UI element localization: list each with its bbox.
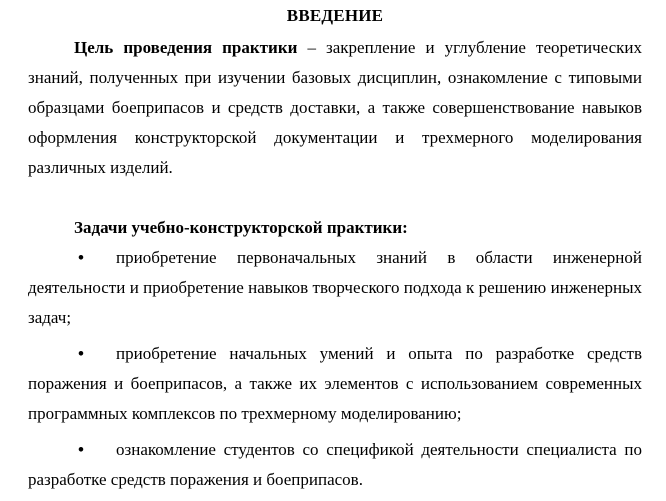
- task-text: приобретение первоначальных знаний в области инженерной деятельности и приобретение навыков творческого подхода к решению инженерных задач;: [28, 248, 642, 327]
- list-item: [28, 339, 642, 429]
- bullet-icon: •: [78, 440, 84, 459]
- bullet-icon: •: [78, 248, 84, 267]
- document-title: ВВЕДЕНИЕ: [286, 6, 384, 25]
- tasks-heading: Задачи учебно-конструкторской практики:: [74, 218, 408, 237]
- task-text: ознакомление студентов со спецификой деятельности специалиста по разработке средств поражения и боеприпасов.: [28, 440, 642, 489]
- list-item: [28, 243, 642, 333]
- tasks-list: [28, 243, 642, 495]
- goal-text: – закрепление и углубление теоретических знаний, полученных при изучении базовых дисциплин, ознакомление с типовыми образцами боеприпасов и средств доставки, а также совершенствование навыков оформления конструкторской документации и трехмерного моделирования различных изделий.: [28, 38, 642, 177]
- goal-label: Цель проведения практики: [74, 38, 298, 57]
- task-text: приобретение начальных умений и опыта по разработке средств поражения и боеприпасов, а также их элементов с использованием современных программных комплексов по трехмерному моделированию;: [28, 344, 642, 423]
- list-item: [28, 435, 642, 495]
- bullet-icon: •: [78, 344, 84, 363]
- goal-paragraph: [28, 33, 642, 183]
